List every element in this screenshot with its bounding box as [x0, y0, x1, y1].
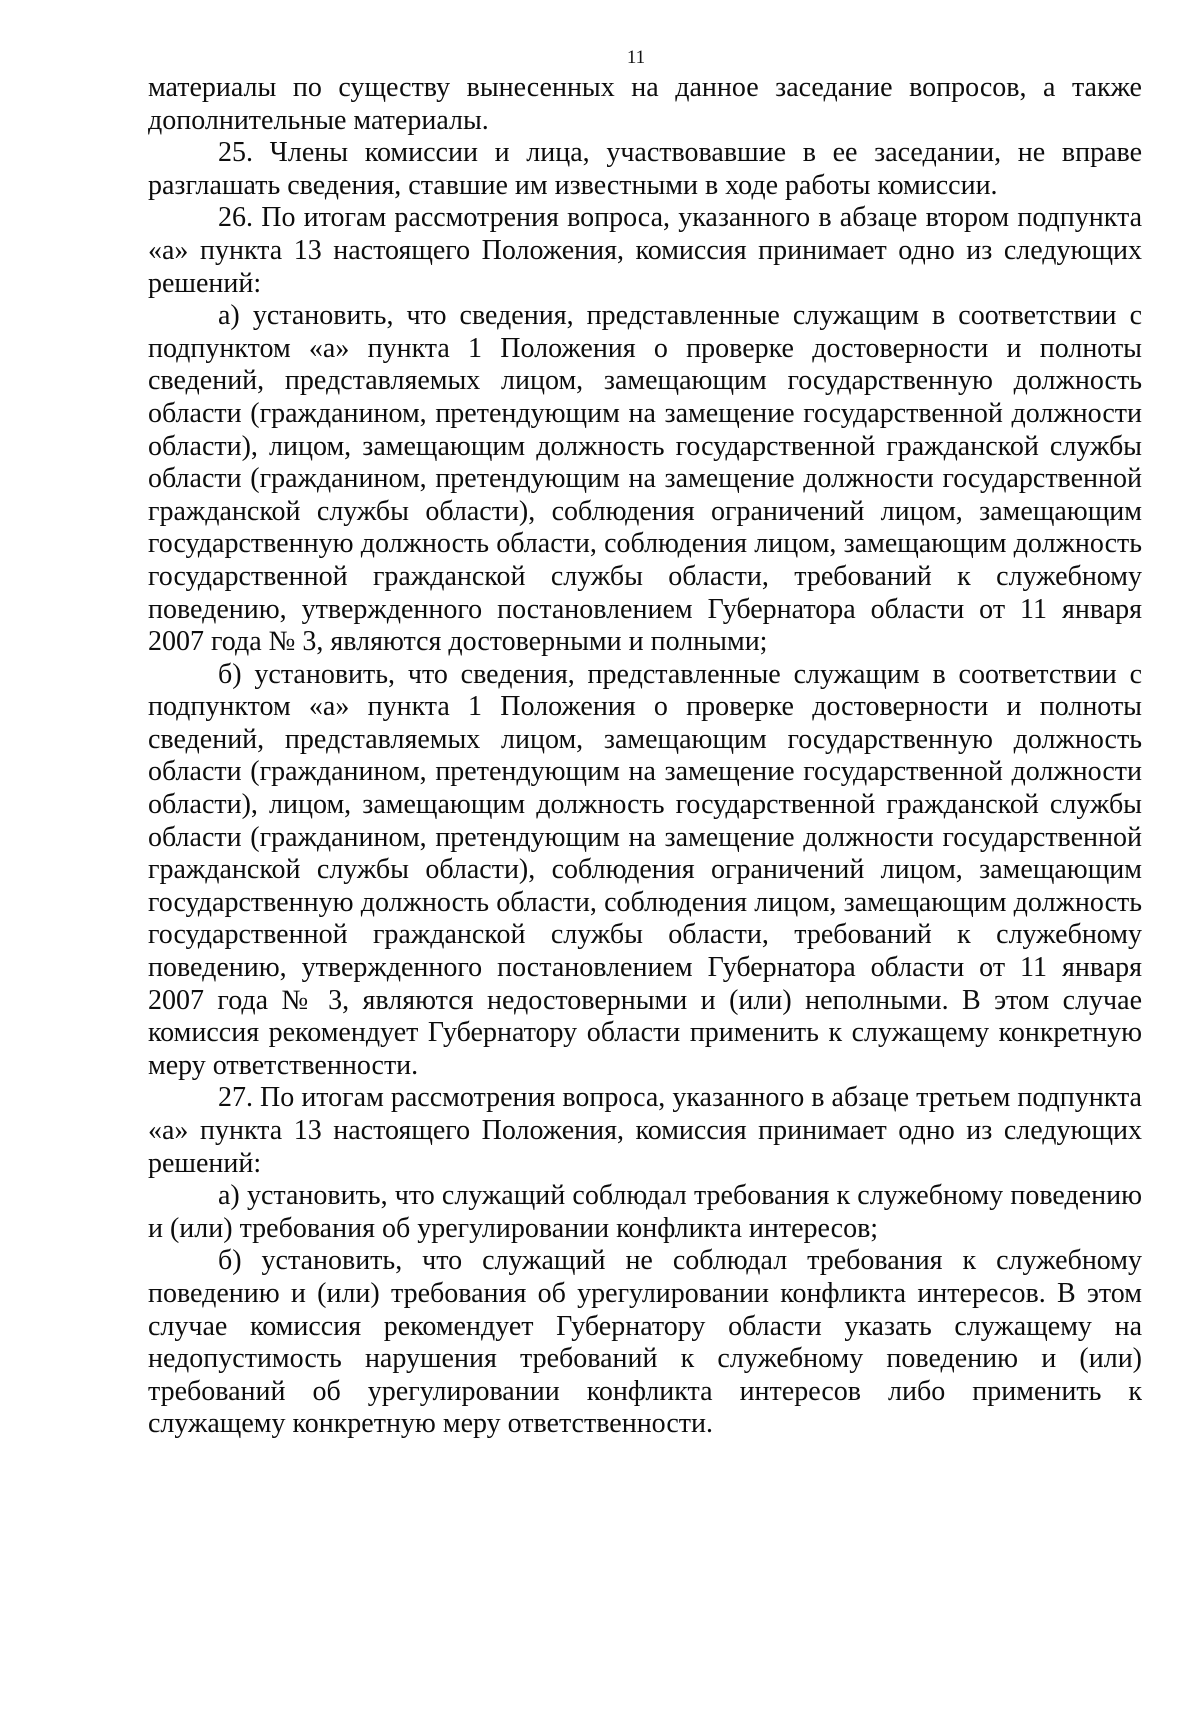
paragraph-item-25: 25. Члены комиссии и лица, участвовавшие в ее заседании, не вправе разглашать сведения, ставшие им известными в ходе работы комиссии. — [148, 137, 1142, 201]
paragraph-item-26: 26. По итогам рассмотрения вопроса, указанного в абзаце втором подпункта «а» пункта 13 настоящего Положения, комиссия принимает одно из следующих решений: — [148, 202, 1142, 299]
paragraph-continuation: материалы по существу вынесенных на данное заседание вопросов, а также дополнительные материалы. — [148, 72, 1142, 136]
document-body — [148, 72, 1142, 1441]
page-number: 11 — [626, 47, 646, 68]
paragraph-item-26-a: а) установить, что сведения, представленные служащим в соответствии с подпунктом «а» пункта 1 Положения о проверке достоверности и полноты сведений, представляемых лицом, замещающим государственную должность области (гражданином, претендующим на замещение государственной должности области), лицом, замещающим должность государственной гражданской службы области (гражданином, претендующим на замещение должности государственной гражданской службы области), соблюдения ограничений лицом, замещающим государственную должность области, соблюдения лицом, замещающим должность государственной гражданской службы области, требований к служебному поведению, утвержденного постановлением Губернатора области от 11 января 2007 года № 3, являются достоверными и полными; — [148, 300, 1142, 658]
paragraph-item-26-b: б) установить, что сведения, представленные служащим в соответствии с подпунктом «а» пункта 1 Положения о проверке достоверности и полноты сведений, представляемых лицом, замещающим государственную должность области (гражданином, претендующим на замещение государственной должности области), лицом, замещающим должность государственной гражданской службы области (гражданином, претендующим на замещение должности государственной гражданской службы области), соблюдения ограничений лицом, замещающим государственную должность области, соблюдения лицом, замещающим должность государственной гражданской службы области, требований к служебному поведению, утвержденного постановлением Губернатора области от 11 января 2007 года № 3, являются недостоверными и (или) неполными. В этом случае комиссия рекомендует Губернатору области применить к служащему конкретную меру ответственности. — [148, 658, 1142, 1081]
paragraph-item-27: 27. По итогам рассмотрения вопроса, указанного в абзаце третьем подпункта «а» пункта 13 настоящего Положения, комиссия принимает одно из следующих решений: — [148, 1082, 1142, 1179]
paragraph-item-27-a: а) установить, что служащий соблюдал требования к служебному поведению и (или) требования об урегулировании конфликта интересов; — [148, 1180, 1142, 1244]
paragraph-item-27-b: б) установить, что служащий не соблюдал требования к служебному поведению и (или) требования об урегулировании конфликта интересов. В этом случае комиссия рекомендует Губернатору области указать служащему на недопустимость нарушения требований к служебному поведению и (или) требований об урегулировании конфликта интересов либо применить к служащему конкретную меру ответственности. — [148, 1245, 1142, 1440]
